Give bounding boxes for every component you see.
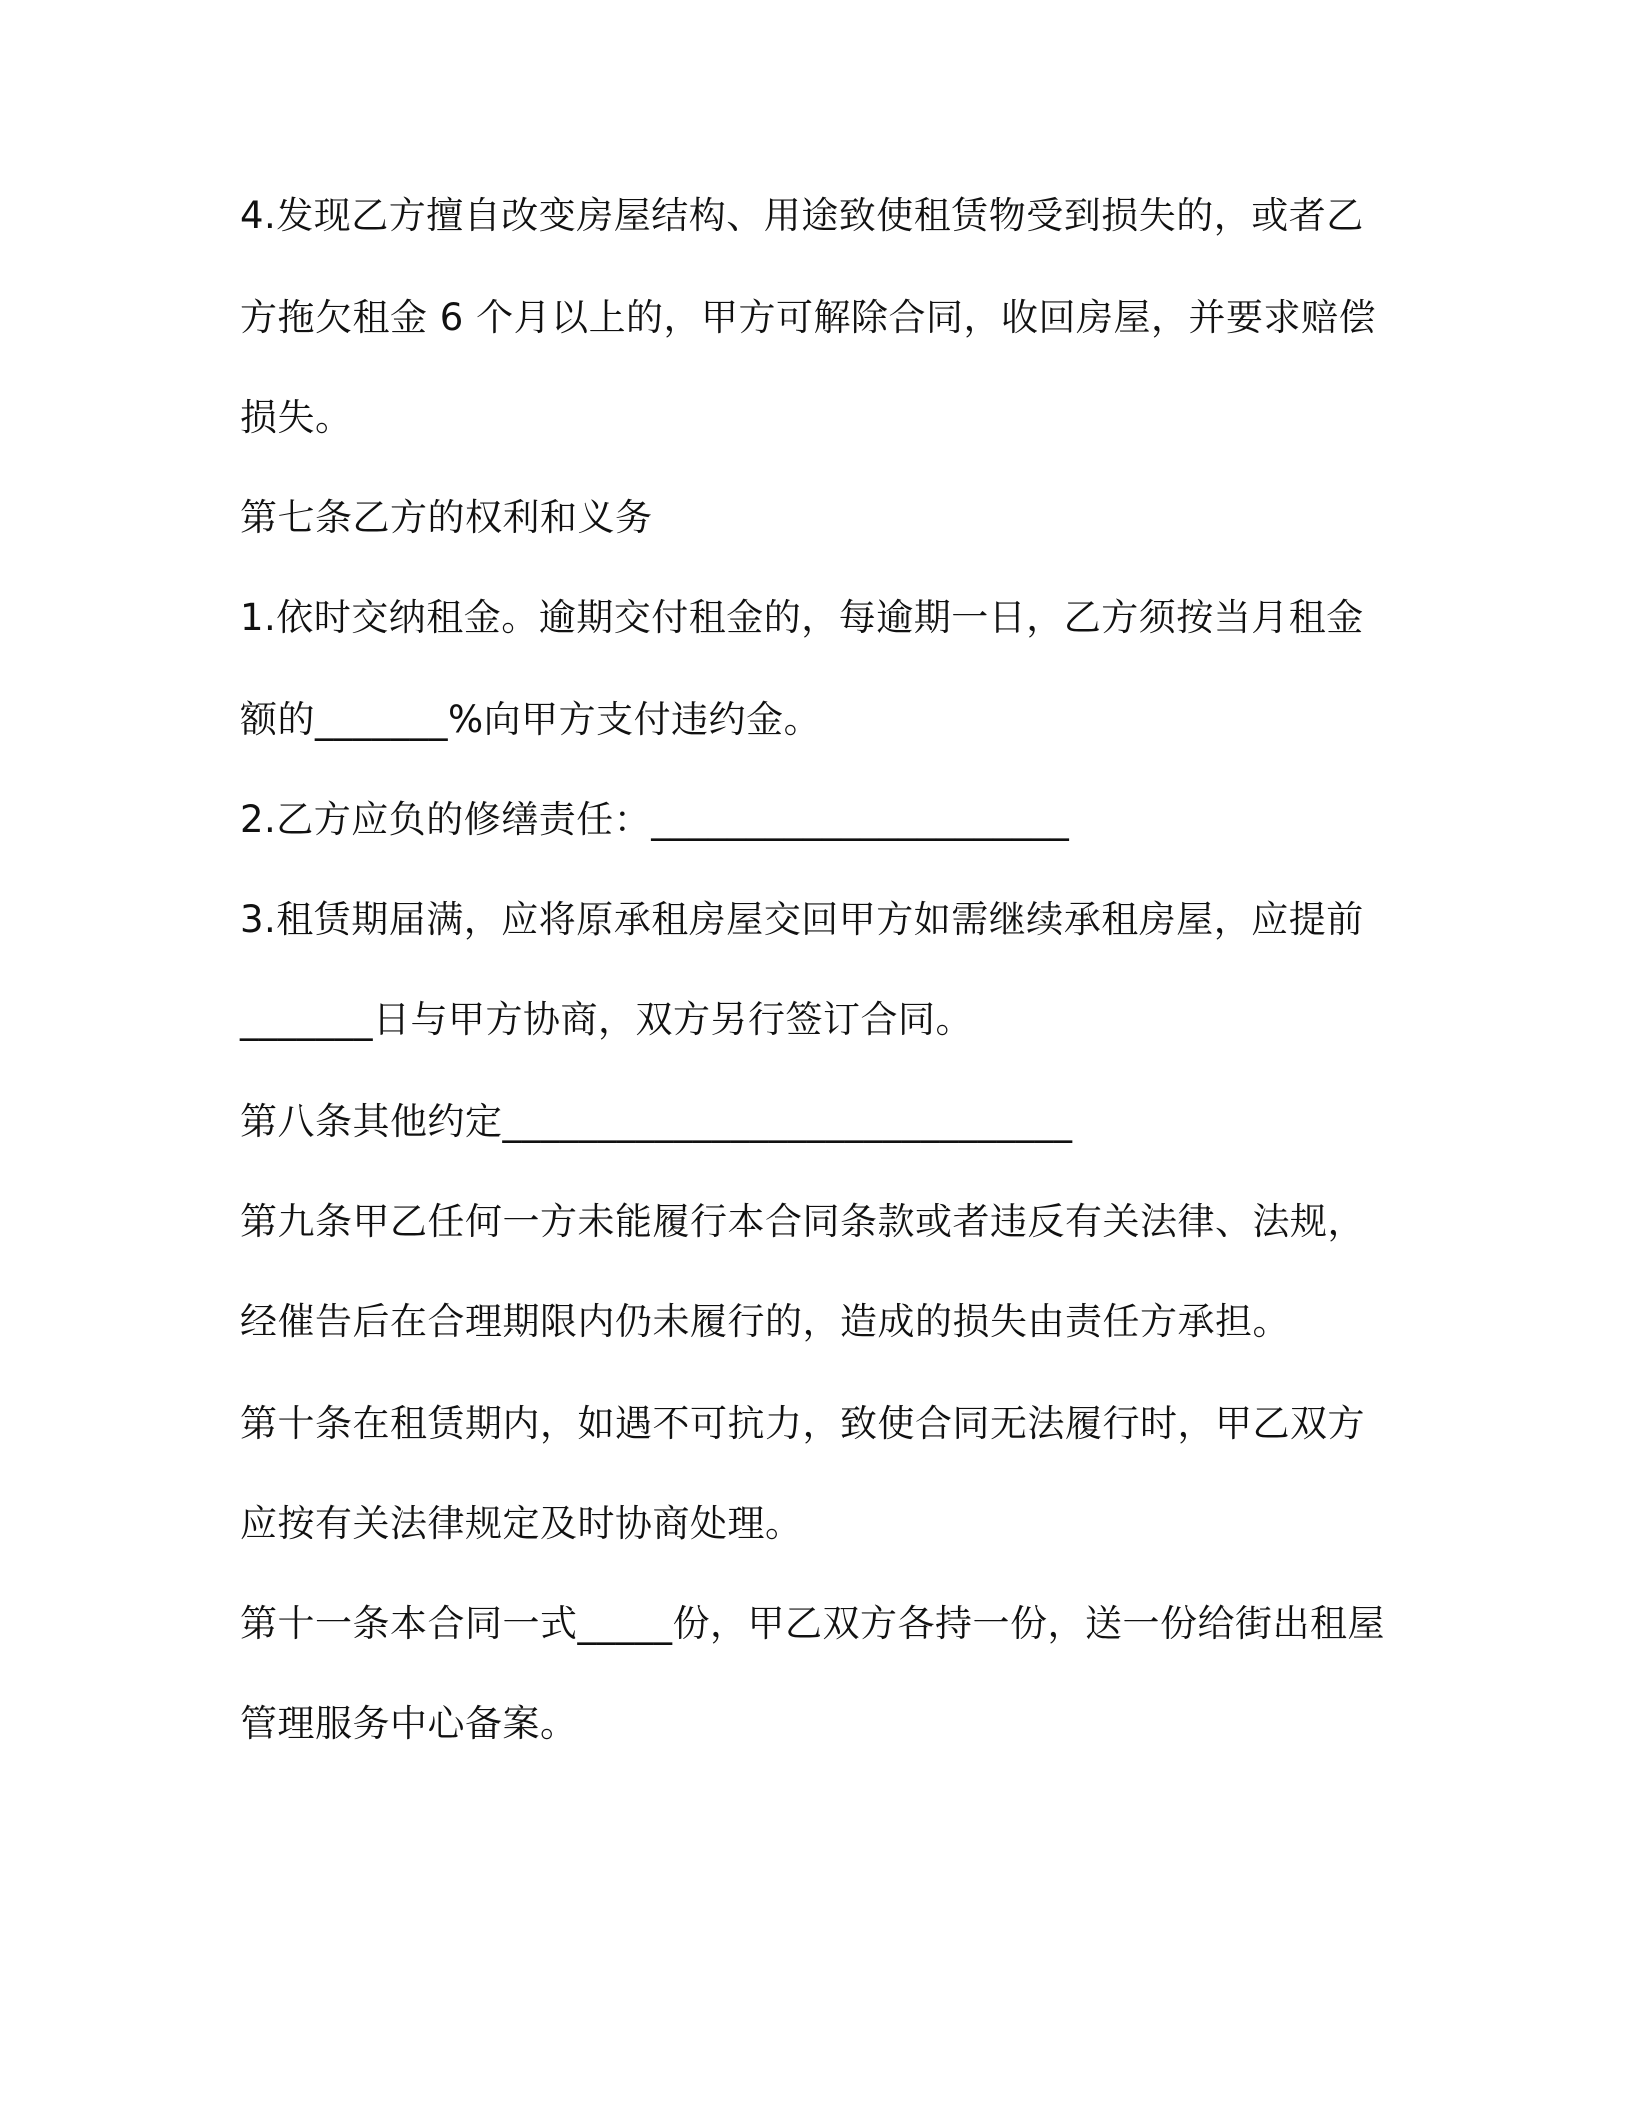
text-line: 2.乙方应负的修缮责任：______________________ bbox=[240, 798, 1070, 841]
text-line: 第十条在租赁期内，如遇不可抗力，致使合同无法履行时，甲乙双方 bbox=[240, 1402, 1365, 1445]
text-line: 1.依时交纳租金。逾期交付租金的，每逾期一日，乙方须按当月租金 bbox=[240, 596, 1364, 639]
text-line: _______日与甲方协商，双方另行签订合同。 bbox=[240, 998, 973, 1041]
text-line: 应按有关法律规定及时协商处理。 bbox=[240, 1502, 803, 1545]
text-line: 第十一条本合同一式_____份，甲乙双方各持一份，送一份给街出租屋 bbox=[240, 1602, 1385, 1645]
text-line: 经催告后在合理期限内仍未履行的，造成的损失由责任方承担。 bbox=[240, 1300, 1290, 1343]
text-line: 3.租赁期届满，应将原承租房屋交回甲方如需继续承租房屋，应提前 bbox=[240, 898, 1364, 941]
text-line: 管理服务中心备案。 bbox=[240, 1702, 578, 1745]
text-line: 方拖欠租金 6 个月以上的，甲方可解除合同，收回房屋，并要求赔偿 bbox=[240, 296, 1377, 339]
text-line: 第九条甲乙任何一方未能履行本合同条款或者违反有关法律、法规， bbox=[240, 1200, 1365, 1243]
article-heading: 第七条乙方的权利和义务 bbox=[240, 496, 653, 539]
text-line: 4.发现乙方擅自改变房屋结构、用途致使租赁物受到损失的，或者乙 bbox=[240, 194, 1364, 237]
text-line: 额的_______%向甲方支付违约金。 bbox=[240, 698, 822, 741]
text-line: 损失。 bbox=[240, 396, 353, 439]
text-line: 第八条其他约定______________________________ bbox=[240, 1100, 1073, 1143]
